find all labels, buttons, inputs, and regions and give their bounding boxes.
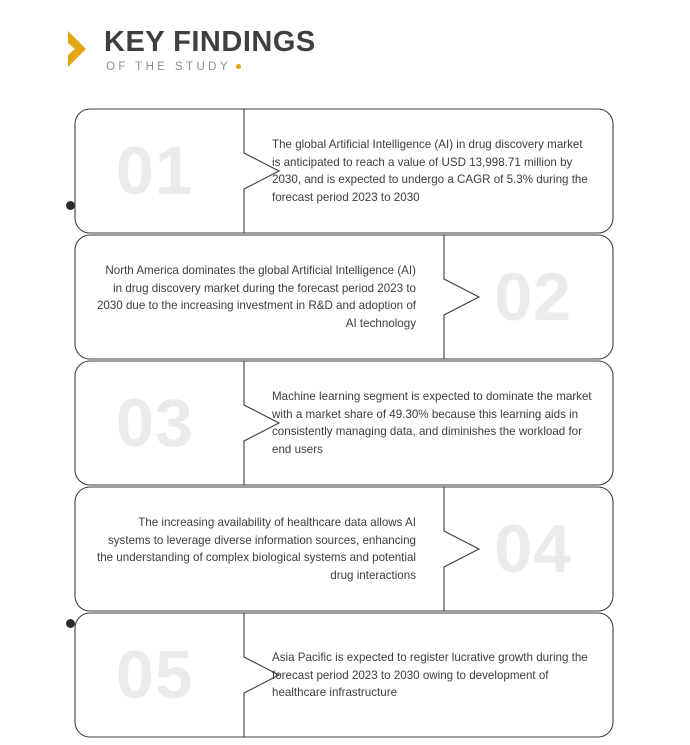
finding-row [74, 360, 614, 486]
finding-row [74, 612, 614, 738]
finding-text: The global Artificial Intelligence (AI) in drug discovery market is anticipated to reach a value of USD 13,998.71 million by 2030, and is expected to undergo a CAGR of 5.3% during the forecast period 2023 to 2030 [272, 138, 588, 204]
finding-number: 04 [494, 511, 572, 587]
page-subtitle [106, 61, 316, 73]
finding-number: 05 [116, 637, 194, 713]
page-subtitle-text: OF THE STUDY [106, 61, 231, 73]
finding-row [74, 486, 614, 612]
page-title: KEY FINDINGS [104, 26, 316, 58]
finding-row [74, 108, 614, 234]
finding-text: Asia Pacific is expected to register lucrative growth during the forecast period 2023 to 2030 owing to development of healthcare infrastructure [272, 650, 588, 699]
key-findings-diagram [0, 100, 690, 730]
chevron-right-arrow-icon [66, 29, 94, 69]
finding-number: 01 [116, 133, 194, 209]
finding-number: 03 [116, 385, 194, 461]
title-block [104, 26, 316, 73]
finding-text: North America dominates the global Artificial Intelligence (AI) in drug discovery market during the forecast period 2023 to 2030 due to the increasing investment in R&D and adoption of AI technology [96, 264, 416, 330]
finding-number: 02 [494, 259, 572, 335]
finding-row [74, 234, 614, 360]
page-header [66, 26, 316, 73]
accent-dot-icon [236, 64, 241, 69]
finding-text: The increasing availability of healthcare data allows AI systems to leverage diverse information sources, enhancing the understanding of complex biological systems and potential drug interactions [96, 516, 416, 582]
finding-text: Machine learning segment is expected to dominate the market with a market share of 49.30% because this learning aids in consistently managing data, and diminishes the workload for end users [272, 390, 592, 456]
